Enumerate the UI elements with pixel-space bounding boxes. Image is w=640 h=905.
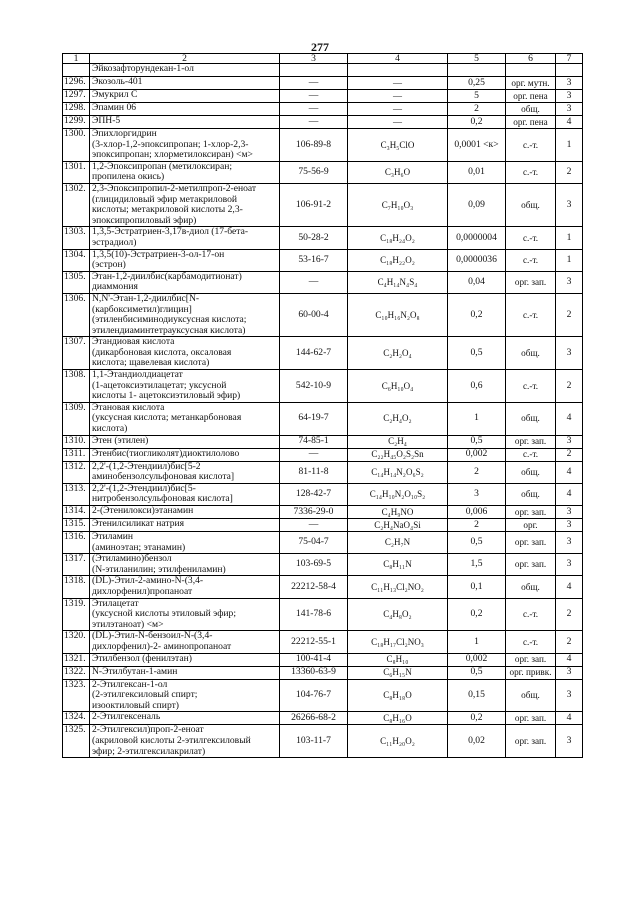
- formula: —: [348, 90, 448, 103]
- hazard-sign: орг. зап.: [506, 554, 556, 576]
- table-row: [63, 103, 583, 116]
- limit-value: 5: [448, 90, 506, 103]
- cas-number: —: [280, 519, 348, 532]
- formula: C₂H₂O₄: [348, 337, 448, 370]
- formula: C₆H₁₅N: [348, 666, 448, 679]
- table-row: [63, 519, 583, 532]
- cas-number: 141-78-6: [280, 598, 348, 631]
- table-row: [63, 129, 583, 162]
- hazard-sign: орг. зап.: [506, 435, 556, 448]
- hazard-class: 3: [556, 679, 583, 712]
- table-row: [63, 402, 583, 435]
- cas-number: —: [280, 271, 348, 293]
- row-number: 1310.: [63, 435, 90, 448]
- hazard-class: 3: [556, 666, 583, 679]
- limit-value: [448, 64, 506, 77]
- column-header-7: 7: [556, 54, 583, 64]
- table-row: [63, 712, 583, 725]
- hazard-class: 3: [556, 725, 583, 758]
- formula: C₁₄H₁₀N₂O₁₀S₂: [348, 483, 448, 505]
- row-number: 1301.: [63, 161, 90, 183]
- row-number: 1314.: [63, 506, 90, 519]
- formula: C₈H₁₆O: [348, 712, 448, 725]
- cas-number: 75-04-7: [280, 532, 348, 554]
- substance-name: (Этиламино)бензол (N-этиланилин; этилфениламин): [90, 554, 280, 576]
- hazard-sign: общ.: [506, 402, 556, 435]
- hazard-class: 2: [556, 293, 583, 336]
- row-number: 1322.: [63, 666, 90, 679]
- limit-value: 2: [448, 103, 506, 116]
- hazard-sign: орг. привк.: [506, 666, 556, 679]
- hazard-class: 3: [556, 183, 583, 226]
- table-row: [63, 271, 583, 293]
- cas-number: 26266-68-2: [280, 712, 348, 725]
- row-number: 1316.: [63, 532, 90, 554]
- substance-name: 1,3,5(10)-Эстратриен-3-ол-17-он (эстрон): [90, 249, 280, 271]
- hazard-class: 2: [556, 631, 583, 653]
- row-number: 1300.: [63, 129, 90, 162]
- table-row: [63, 161, 583, 183]
- table-row: [63, 183, 583, 226]
- hazard-class: 4: [556, 116, 583, 129]
- hazard-class: 4: [556, 712, 583, 725]
- hazard-class: 2: [556, 598, 583, 631]
- hazard-sign: с.-т.: [506, 129, 556, 162]
- hazard-class: 4: [556, 576, 583, 598]
- formula: C₂H₄O₂: [348, 402, 448, 435]
- limit-value: 0,0000036: [448, 249, 506, 271]
- hazard-sign: орг. зап.: [506, 506, 556, 519]
- table-row: [63, 506, 583, 519]
- substance-name: 2-Этилгексил)проп-2-еноат (акриловой кислоты 2-этилгексиловый эфир; 2-этилгексилакрилат): [90, 725, 280, 758]
- cas-number: 144-62-7: [280, 337, 348, 370]
- limit-value: 0,01: [448, 161, 506, 183]
- row-number: 1308.: [63, 370, 90, 403]
- cas-number: 13360-63-9: [280, 666, 348, 679]
- hazard-sign: орг. зап.: [506, 712, 556, 725]
- hazard-sign: [506, 64, 556, 77]
- formula: C₁₁H₂₀O₂: [348, 725, 448, 758]
- substance-name: 2-(Этенилокси)этанамин: [90, 506, 280, 519]
- row-number: 1325.: [63, 725, 90, 758]
- row-number: 1307.: [63, 337, 90, 370]
- hazard-class: 1: [556, 249, 583, 271]
- limit-value: 0,5: [448, 532, 506, 554]
- cas-number: —: [280, 103, 348, 116]
- hazard-class: 3: [556, 519, 583, 532]
- hazard-class: [556, 64, 583, 77]
- table-row: [63, 532, 583, 554]
- table-body: [63, 64, 583, 758]
- hazard-sign: орг. зап.: [506, 532, 556, 554]
- limit-value: 2: [448, 519, 506, 532]
- table-row: [63, 576, 583, 598]
- hazard-sign: орг. зап.: [506, 271, 556, 293]
- substance-name: 2-Этилгексан-1-ол (2-этилгексиловый спирт; изооктиловый спирт): [90, 679, 280, 712]
- hazard-sign: общ.: [506, 183, 556, 226]
- row-number: 1299.: [63, 116, 90, 129]
- hazard-sign: орг. зап.: [506, 653, 556, 666]
- hazard-sign: с.-т.: [506, 293, 556, 336]
- limit-value: 0,1: [448, 576, 506, 598]
- hazard-sign: общ.: [506, 461, 556, 483]
- limit-value: 0,15: [448, 679, 506, 712]
- hazard-sign: орг. зап.: [506, 725, 556, 758]
- formula: —: [348, 116, 448, 129]
- limit-value: 1,5: [448, 554, 506, 576]
- limit-value: 0,0001 <к>: [448, 129, 506, 162]
- substance-name: 2,3-Эпоксипропил-2-метилпроп-2-еноат (глицидиловый эфир метакриловой кислоты; метакриловой кислоты 2,3- эпоксипропиловый эфир): [90, 183, 280, 226]
- row-number: 1321.: [63, 653, 90, 666]
- table-row: [63, 448, 583, 461]
- cas-number: 542-10-9: [280, 370, 348, 403]
- table-row: [63, 337, 583, 370]
- cas-number: 81-11-8: [280, 461, 348, 483]
- cas-number: 74-85-1: [280, 435, 348, 448]
- cas-number: 22212-58-4: [280, 576, 348, 598]
- formula: C₆H₁₀O₄: [348, 370, 448, 403]
- substance-name: Экозоль-401: [90, 77, 280, 90]
- table-row: [63, 90, 583, 103]
- column-header-2: 2: [90, 54, 280, 64]
- cas-number: 75-56-9: [280, 161, 348, 183]
- hazard-class: 4: [556, 402, 583, 435]
- hazard-sign: с.-т.: [506, 249, 556, 271]
- limit-value: 0,5: [448, 435, 506, 448]
- column-header-1: 1: [63, 54, 90, 64]
- cas-number: 103-69-5: [280, 554, 348, 576]
- table-row: [63, 483, 583, 505]
- hazard-class: 3: [556, 77, 583, 90]
- cas-number: —: [280, 90, 348, 103]
- row-number: 1319.: [63, 598, 90, 631]
- hazard-sign: общ.: [506, 679, 556, 712]
- substance-name: Этиламин (аминоэтан; этанамин): [90, 532, 280, 554]
- hazard-sign: орг.: [506, 519, 556, 532]
- table-header-row: [63, 54, 583, 64]
- hazard-sign: орг. мутн.: [506, 77, 556, 90]
- substance-name: 1,2-Эпоксипропан (метилоксиран; пропилена окись): [90, 161, 280, 183]
- row-number: 1323.: [63, 679, 90, 712]
- limit-value: 0,5: [448, 337, 506, 370]
- table-row: [63, 679, 583, 712]
- hazard-class: 2: [556, 370, 583, 403]
- limit-value: 0,2: [448, 116, 506, 129]
- row-number: 1309.: [63, 402, 90, 435]
- limit-value: 0,002: [448, 653, 506, 666]
- table-row: [63, 293, 583, 336]
- substance-name: Этенбис(тиогликолят)диоктилолово: [90, 448, 280, 461]
- row-number: 1313.: [63, 483, 90, 505]
- hazard-sign: с.-т.: [506, 370, 556, 403]
- substance-name: 2-Этилгексеналь: [90, 712, 280, 725]
- cas-number: 128-42-7: [280, 483, 348, 505]
- table-row: [63, 249, 583, 271]
- row-number: 1324.: [63, 712, 90, 725]
- hazard-class: 3: [556, 506, 583, 519]
- cas-number: 100-41-4: [280, 653, 348, 666]
- substance-name: N-Этилбутан-1-амин: [90, 666, 280, 679]
- limit-value: 0,6: [448, 370, 506, 403]
- limit-value: 0,006: [448, 506, 506, 519]
- substance-name: Эмукрил С: [90, 90, 280, 103]
- table-row: [63, 370, 583, 403]
- substance-name: 2,2'-(1,2-Этендиил)бис[5- нитробензолсульфоновая кислота]: [90, 483, 280, 505]
- column-header-3: 3: [280, 54, 348, 64]
- substance-name: Эпихлоргидрин (3-хлор-1,2-эпоксипропан; 1-хлор-2,3- эпоксипропан; хлорметилоксиран) <м>: [90, 129, 280, 162]
- table-row: [63, 435, 583, 448]
- row-number: 1306.: [63, 293, 90, 336]
- row-number: 1315.: [63, 519, 90, 532]
- substance-name: (DL)-Этил-2-амино-N-(3,4- дихлорфенил)пропаноат: [90, 576, 280, 598]
- hazard-class: 1: [556, 129, 583, 162]
- hazard-class: 3: [556, 532, 583, 554]
- substance-name: Этандиовая кислота (дикарбоновая кислота, оксаловая кислота; щавелевая кислота): [90, 337, 280, 370]
- table-row: [63, 725, 583, 758]
- limit-value: 0,09: [448, 183, 506, 226]
- hazard-sign: орг. пена: [506, 116, 556, 129]
- table-row: [63, 653, 583, 666]
- row-number: 1297.: [63, 90, 90, 103]
- hazard-class: 3: [556, 554, 583, 576]
- substance-name: Этенилсиликат натрия: [90, 519, 280, 532]
- limit-value: 1: [448, 402, 506, 435]
- formula: C₃H₆O: [348, 161, 448, 183]
- row-number: 1302.: [63, 183, 90, 226]
- hazard-class: 3: [556, 103, 583, 116]
- hazard-sign: с.-т.: [506, 598, 556, 631]
- limit-value: 0,2: [448, 598, 506, 631]
- column-header-5: 5: [448, 54, 506, 64]
- substance-name: Этилацетат (уксусной кислоты этиловый эфир; этилэтаноат) <м>: [90, 598, 280, 631]
- hazard-sign: с.-т.: [506, 161, 556, 183]
- column-header-6: 6: [506, 54, 556, 64]
- row-number: 1305.: [63, 271, 90, 293]
- hazard-sign: общ.: [506, 103, 556, 116]
- table-row: [63, 666, 583, 679]
- hazard-class: 3: [556, 435, 583, 448]
- cas-number: 106-91-2: [280, 183, 348, 226]
- substance-name: Этан-1,2-диилбис(карбамодитионат) диаммония: [90, 271, 280, 293]
- limit-value: 1: [448, 631, 506, 653]
- cas-number: 7336-29-0: [280, 506, 348, 519]
- hazard-sign: общ.: [506, 483, 556, 505]
- hazard-class: 3: [556, 337, 583, 370]
- row-number: [63, 64, 90, 77]
- limit-value: 0,2: [448, 293, 506, 336]
- formula: C₁₈H₂₂O₂: [348, 249, 448, 271]
- formula: C₁₈H₂₄O₂: [348, 227, 448, 249]
- cas-number: 64-19-7: [280, 402, 348, 435]
- row-number: 1320.: [63, 631, 90, 653]
- hazard-sign: с.-т.: [506, 227, 556, 249]
- limit-value: 0,0000004: [448, 227, 506, 249]
- formula: C₇H₁₀O₃: [348, 183, 448, 226]
- cas-number: 60-00-4: [280, 293, 348, 336]
- formula: C₄H₉NO: [348, 506, 448, 519]
- limit-value: 0,02: [448, 725, 506, 758]
- formula: C₂H₄NaO₄Si: [348, 519, 448, 532]
- limit-value: 2: [448, 461, 506, 483]
- hazard-sign: общ.: [506, 337, 556, 370]
- formula: C₁₁H₁₃Cl₂NO₂: [348, 576, 448, 598]
- row-number: 1317.: [63, 554, 90, 576]
- row-number: 1304.: [63, 249, 90, 271]
- cas-number: 22212-55-1: [280, 631, 348, 653]
- hazard-sign: общ.: [506, 576, 556, 598]
- row-number: 1296.: [63, 77, 90, 90]
- formula: —: [348, 77, 448, 90]
- hazard-class: 2: [556, 161, 583, 183]
- formula: C₄H₈O₂: [348, 598, 448, 631]
- substance-name: (DL)-Этил-N-бензоил-N-(3,4- дихлорфенил)-2- аминопропаноат: [90, 631, 280, 653]
- table-row: [63, 461, 583, 483]
- hazard-class: 3: [556, 90, 583, 103]
- limit-value: 0,002: [448, 448, 506, 461]
- table-row: [63, 631, 583, 653]
- hazard-sign: с.-т.: [506, 631, 556, 653]
- hazard-class: 3: [556, 271, 583, 293]
- hazard-class: 4: [556, 483, 583, 505]
- hazard-sign: с.-т.: [506, 448, 556, 461]
- substance-name: Этен (этилен): [90, 435, 280, 448]
- table-row: [63, 64, 583, 77]
- limit-value: 3: [448, 483, 506, 505]
- cas-number: —: [280, 448, 348, 461]
- row-number: 1312.: [63, 461, 90, 483]
- formula: C₂₂H₄₅O₂S₂Sn: [348, 448, 448, 461]
- table-row: [63, 116, 583, 129]
- formula: [348, 64, 448, 77]
- hazard-class: 2: [556, 448, 583, 461]
- page-number: 277: [311, 40, 329, 54]
- cas-number: 50-28-2: [280, 227, 348, 249]
- hazard-class: 4: [556, 653, 583, 666]
- row-number: 1303.: [63, 227, 90, 249]
- substance-name: Этановая кислота (уксусная кислота; метанкарбоновая кислота): [90, 402, 280, 435]
- cas-number: 104-76-7: [280, 679, 348, 712]
- substance-name: Этилбензол (фенилэтан): [90, 653, 280, 666]
- substance-name: Эйкозафторундекан-1-ол: [90, 64, 280, 77]
- limit-value: 0,25: [448, 77, 506, 90]
- formula: C₃H₅ClO: [348, 129, 448, 162]
- formula: C₄H₁₄N₄S₄: [348, 271, 448, 293]
- hazard-class: 4: [556, 461, 583, 483]
- substance-table: [62, 53, 583, 758]
- limit-value: 0,04: [448, 271, 506, 293]
- table-row: [63, 554, 583, 576]
- hazard-sign: орг. пена: [506, 90, 556, 103]
- formula: C₈H₁₈O: [348, 679, 448, 712]
- formula: C₈H₁₀: [348, 653, 448, 666]
- formula: C₂H₇N: [348, 532, 448, 554]
- cas-number: —: [280, 77, 348, 90]
- column-header-4: 4: [348, 54, 448, 64]
- formula: C₈H₁₁N: [348, 554, 448, 576]
- substance-name: ЭПН-5: [90, 116, 280, 129]
- substance-name: 1,3,5-Эстратриен-3,17в-диол (17-бета- эстрадиол): [90, 227, 280, 249]
- formula: C₁₀H₁₆N₂O₈: [348, 293, 448, 336]
- hazard-class: 1: [556, 227, 583, 249]
- cas-number: [280, 64, 348, 77]
- cas-number: 106-89-8: [280, 129, 348, 162]
- cas-number: 53-16-7: [280, 249, 348, 271]
- limit-value: 0,5: [448, 666, 506, 679]
- limit-value: 0,2: [448, 712, 506, 725]
- formula: C₂H₄: [348, 435, 448, 448]
- table-row: [63, 227, 583, 249]
- substance-name: Эпамин 06: [90, 103, 280, 116]
- row-number: 1318.: [63, 576, 90, 598]
- table-row: [63, 77, 583, 90]
- row-number: 1311.: [63, 448, 90, 461]
- formula: C₁₄H₁₄N₂O₆S₂: [348, 461, 448, 483]
- substance-name: 2,2'-(1,2-Этендиил)бис[5-2 аминобензолсульфоновая кислота]: [90, 461, 280, 483]
- cas-number: —: [280, 116, 348, 129]
- substance-name: 1,1-Этандиолдиацетат (1-ацетоксиэтилацетат; уксусной кислоты 1- ацетоксиэтиловый эфир): [90, 370, 280, 403]
- formula: C₁₈H₁₇Cl₂NO₃: [348, 631, 448, 653]
- table-row: [63, 598, 583, 631]
- cas-number: 103-11-7: [280, 725, 348, 758]
- substance-name: N,N'-Этан-1,2-диилбис[N- (карбоксиметил)глицин] (этиленбисиминодиуксусная кислота; этилендиаминтетрауксусная кислота): [90, 293, 280, 336]
- formula: —: [348, 103, 448, 116]
- row-number: 1298.: [63, 103, 90, 116]
